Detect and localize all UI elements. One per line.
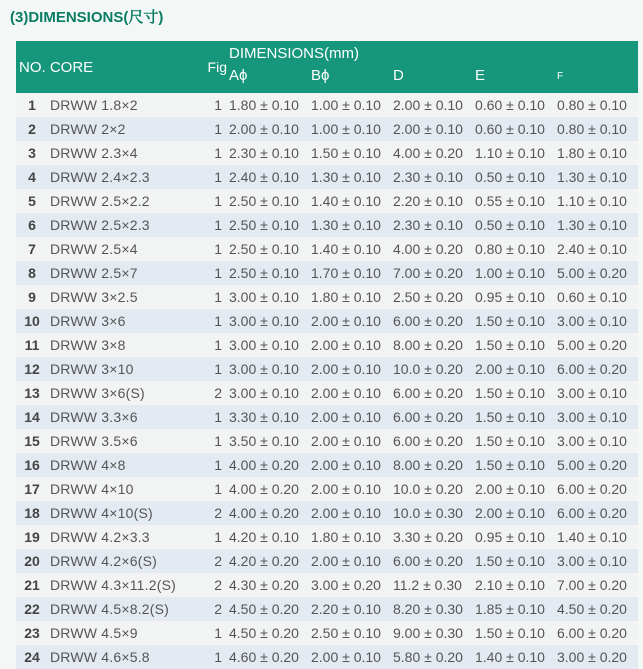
fig-number: 1 (200, 645, 229, 669)
core-name: DRWW 3.5×6 (48, 429, 200, 453)
dim-e: 1.50 ± 0.10 (475, 405, 557, 429)
dim-e: 1.85 ± 0.10 (475, 597, 557, 621)
dim-f: 3.00 ± 0.10 (557, 549, 638, 573)
dim-b: 2.00 ± 0.10 (311, 549, 393, 573)
core-name: DRWW 4×10 (48, 477, 200, 501)
dim-a: 4.00 ± 0.20 (229, 477, 311, 501)
dim-b: 2.00 ± 0.10 (311, 405, 393, 429)
fig-number: 1 (200, 405, 229, 429)
dim-f: 0.60 ± 0.10 (557, 285, 638, 309)
row-number: 19 (16, 525, 48, 549)
table-row (16, 597, 638, 621)
dim-b: 2.00 ± 0.10 (311, 381, 393, 405)
dim-a: 3.00 ± 0.10 (229, 381, 311, 405)
dim-b: 2.00 ± 0.10 (311, 501, 393, 525)
fig-number: 1 (200, 621, 229, 645)
dim-a: 4.30 ± 0.20 (229, 573, 311, 597)
section-title: (3)DIMENSIONS(尺寸) (10, 9, 164, 26)
core-name: DRWW 4×10(S) (48, 501, 200, 525)
dim-a: 4.20 ± 0.10 (229, 525, 311, 549)
core-name: DRWW 2.3×4 (48, 141, 200, 165)
dim-b: 2.00 ± 0.10 (311, 645, 393, 669)
row-number: 16 (16, 453, 48, 477)
dim-d: 6.00 ± 0.20 (393, 309, 475, 333)
row-number: 12 (16, 357, 48, 381)
dim-b: 2.00 ± 0.10 (311, 333, 393, 357)
core-name: DRWW 4.2×3.3 (48, 525, 200, 549)
dim-d: 2.30 ± 0.10 (393, 165, 475, 189)
fig-number: 1 (200, 333, 229, 357)
header-no-core: NO. CORE (16, 41, 200, 93)
row-number: 9 (16, 285, 48, 309)
dim-a: 3.50 ± 0.10 (229, 429, 311, 453)
core-name: DRWW 4.5×9 (48, 621, 200, 645)
row-number: 2 (16, 117, 48, 141)
dim-f: 1.10 ± 0.10 (557, 189, 638, 213)
fig-number: 1 (200, 237, 229, 261)
dim-f: 6.00 ± 0.20 (557, 501, 638, 525)
row-number: 6 (16, 213, 48, 237)
dim-f: 3.00 ± 0.10 (557, 429, 638, 453)
header-dimensions-label: DIMENSIONS(mm) (229, 45, 359, 62)
dim-b: 2.20 ± 0.10 (311, 597, 393, 621)
fig-number: 1 (200, 189, 229, 213)
dim-e: 1.50 ± 0.10 (475, 453, 557, 477)
core-name: DRWW 3×10 (48, 357, 200, 381)
dim-f: 5.00 ± 0.20 (557, 261, 638, 285)
fig-number: 1 (200, 285, 229, 309)
core-name: DRWW 3×6(S) (48, 381, 200, 405)
table-row (16, 573, 638, 597)
core-name: DRWW 3×8 (48, 333, 200, 357)
dim-a: 3.30 ± 0.10 (229, 405, 311, 429)
header-d: D (393, 67, 404, 84)
dim-e: 1.50 ± 0.10 (475, 309, 557, 333)
dim-d: 4.00 ± 0.20 (393, 141, 475, 165)
row-number: 20 (16, 549, 48, 573)
dim-e: 1.50 ± 0.10 (475, 333, 557, 357)
table-row (16, 333, 638, 357)
header-fig: Fig (200, 41, 229, 93)
table-row (16, 165, 638, 189)
dim-a: 3.00 ± 0.10 (229, 333, 311, 357)
row-number: 1 (16, 93, 48, 117)
dim-d: 6.00 ± 0.20 (393, 381, 475, 405)
dim-d: 3.30 ± 0.20 (393, 525, 475, 549)
row-number: 10 (16, 309, 48, 333)
dim-d: 2.00 ± 0.10 (393, 93, 475, 117)
dim-e: 1.50 ± 0.10 (475, 549, 557, 573)
fig-number: 2 (200, 501, 229, 525)
fig-number: 1 (200, 357, 229, 381)
table-row (16, 453, 638, 477)
table-row (16, 261, 638, 285)
dim-f: 4.50 ± 0.20 (557, 597, 638, 621)
dim-d: 6.00 ± 0.20 (393, 429, 475, 453)
dim-e: 2.00 ± 0.10 (475, 357, 557, 381)
fig-number: 2 (200, 381, 229, 405)
dim-d: 5.80 ± 0.20 (393, 645, 475, 669)
dim-a: 3.00 ± 0.10 (229, 285, 311, 309)
core-name: DRWW 4.6×5.8 (48, 645, 200, 669)
dim-a: 4.00 ± 0.20 (229, 453, 311, 477)
dim-f: 5.00 ± 0.20 (557, 333, 638, 357)
dim-f: 5.00 ± 0.20 (557, 453, 638, 477)
table-row (16, 213, 638, 237)
dim-a: 1.80 ± 0.10 (229, 93, 311, 117)
dim-d: 2.00 ± 0.10 (393, 117, 475, 141)
table-row (16, 237, 638, 261)
dim-b: 1.40 ± 0.10 (311, 237, 393, 261)
table-row (16, 189, 638, 213)
dim-d: 10.0 ± 0.20 (393, 477, 475, 501)
row-number: 23 (16, 621, 48, 645)
core-name: DRWW 2×2 (48, 117, 200, 141)
dim-d: 11.2 ± 0.30 (393, 573, 475, 597)
core-name: DRWW 3.3×6 (48, 405, 200, 429)
dim-e: 0.60 ± 0.10 (475, 117, 557, 141)
dim-b: 1.50 ± 0.10 (311, 141, 393, 165)
dim-b: 1.30 ± 0.10 (311, 165, 393, 189)
dim-e: 1.10 ± 0.10 (475, 141, 557, 165)
dim-a: 2.50 ± 0.10 (229, 213, 311, 237)
header-f: F (557, 71, 564, 82)
dim-d: 2.50 ± 0.20 (393, 285, 475, 309)
dim-e: 0.95 ± 0.10 (475, 285, 557, 309)
core-name: DRWW 4.3×11.2(S) (48, 573, 200, 597)
dim-b: 1.80 ± 0.10 (311, 525, 393, 549)
table-header-row (16, 41, 638, 93)
dim-d: 7.00 ± 0.20 (393, 261, 475, 285)
core-name: DRWW 1.8×2 (48, 93, 200, 117)
fig-number: 1 (200, 309, 229, 333)
row-number: 24 (16, 645, 48, 669)
dim-b: 2.00 ± 0.10 (311, 357, 393, 381)
row-number: 5 (16, 189, 48, 213)
core-name: DRWW 2.5×2.3 (48, 213, 200, 237)
row-number: 4 (16, 165, 48, 189)
dim-b: 2.00 ± 0.10 (311, 309, 393, 333)
fig-number: 1 (200, 453, 229, 477)
dim-a: 2.50 ± 0.10 (229, 189, 311, 213)
table-row (16, 549, 638, 573)
table-row (16, 93, 638, 117)
dim-f: 2.40 ± 0.10 (557, 237, 638, 261)
dim-a: 4.50 ± 0.20 (229, 621, 311, 645)
dim-e: 1.50 ± 0.10 (475, 621, 557, 645)
dim-b: 1.70 ± 0.10 (311, 261, 393, 285)
dim-e: 0.50 ± 0.10 (475, 213, 557, 237)
dim-f: 3.00 ± 0.10 (557, 309, 638, 333)
table-row (16, 429, 638, 453)
fig-number: 1 (200, 117, 229, 141)
header-e: E (475, 67, 486, 84)
dim-f: 3.00 ± 0.10 (557, 405, 638, 429)
table-row (16, 645, 638, 669)
core-name: DRWW 2.5×2.2 (48, 189, 200, 213)
dim-f: 1.80 ± 0.10 (557, 141, 638, 165)
dim-e: 0.95 ± 0.10 (475, 525, 557, 549)
dim-e: 0.50 ± 0.10 (475, 165, 557, 189)
core-name: DRWW 3×6 (48, 309, 200, 333)
row-number: 8 (16, 261, 48, 285)
row-number: 13 (16, 381, 48, 405)
fig-number: 1 (200, 213, 229, 237)
header-a: Aϕ (229, 67, 248, 84)
dim-b: 1.00 ± 0.10 (311, 93, 393, 117)
dim-a: 4.00 ± 0.20 (229, 501, 311, 525)
dim-f: 7.00 ± 0.20 (557, 573, 638, 597)
dim-a: 2.00 ± 0.10 (229, 117, 311, 141)
core-name: DRWW 2.5×4 (48, 237, 200, 261)
dim-e: 2.10 ± 0.10 (475, 573, 557, 597)
header-b: Bϕ (311, 67, 330, 84)
dim-e: 1.40 ± 0.10 (475, 645, 557, 669)
table-row (16, 285, 638, 309)
dim-e: 0.80 ± 0.10 (475, 237, 557, 261)
dim-f: 3.00 ± 0.10 (557, 381, 638, 405)
dim-e: 2.00 ± 0.10 (475, 501, 557, 525)
core-name: DRWW 4.5×8.2(S) (48, 597, 200, 621)
dimensions-table (16, 41, 638, 669)
table-row (16, 525, 638, 549)
row-number: 22 (16, 597, 48, 621)
core-name: DRWW 4.2×6(S) (48, 549, 200, 573)
dim-e: 2.00 ± 0.10 (475, 477, 557, 501)
row-number: 11 (16, 333, 48, 357)
table-row (16, 357, 638, 381)
fig-number: 1 (200, 525, 229, 549)
dim-f: 6.00 ± 0.20 (557, 357, 638, 381)
dim-b: 1.40 ± 0.10 (311, 189, 393, 213)
fig-number: 1 (200, 165, 229, 189)
fig-number: 2 (200, 573, 229, 597)
dim-e: 0.60 ± 0.10 (475, 93, 557, 117)
dim-f: 3.00 ± 0.20 (557, 645, 638, 669)
table-row (16, 405, 638, 429)
row-number: 18 (16, 501, 48, 525)
dim-a: 2.50 ± 0.10 (229, 261, 311, 285)
dim-d: 10.0 ± 0.20 (393, 357, 475, 381)
dim-f: 0.80 ± 0.10 (557, 117, 638, 141)
dim-d: 2.30 ± 0.10 (393, 213, 475, 237)
dim-b: 2.00 ± 0.10 (311, 453, 393, 477)
dim-a: 4.50 ± 0.20 (229, 597, 311, 621)
table-row (16, 309, 638, 333)
dim-b: 2.50 ± 0.10 (311, 621, 393, 645)
core-name: DRWW 2.5×7 (48, 261, 200, 285)
dim-a: 3.00 ± 0.10 (229, 309, 311, 333)
fig-number: 2 (200, 597, 229, 621)
header-dimensions (229, 41, 638, 93)
dim-d: 8.20 ± 0.30 (393, 597, 475, 621)
dim-a: 4.20 ± 0.20 (229, 549, 311, 573)
fig-number: 1 (200, 141, 229, 165)
dim-e: 1.00 ± 0.10 (475, 261, 557, 285)
row-number: 17 (16, 477, 48, 501)
dim-b: 1.80 ± 0.10 (311, 285, 393, 309)
fig-number: 1 (200, 429, 229, 453)
dim-f: 0.80 ± 0.10 (557, 93, 638, 117)
fig-number: 1 (200, 261, 229, 285)
dim-a: 2.50 ± 0.10 (229, 237, 311, 261)
fig-number: 1 (200, 93, 229, 117)
dim-f: 6.00 ± 0.20 (557, 621, 638, 645)
dim-d: 6.00 ± 0.20 (393, 549, 475, 573)
dim-a: 2.30 ± 0.10 (229, 141, 311, 165)
dim-d: 8.00 ± 0.20 (393, 453, 475, 477)
table-row (16, 141, 638, 165)
dim-f: 1.30 ± 0.10 (557, 165, 638, 189)
core-name: DRWW 3×2.5 (48, 285, 200, 309)
row-number: 7 (16, 237, 48, 261)
row-number: 3 (16, 141, 48, 165)
dim-a: 4.60 ± 0.20 (229, 645, 311, 669)
row-number: 15 (16, 429, 48, 453)
dim-b: 2.00 ± 0.10 (311, 477, 393, 501)
dim-e: 1.50 ± 0.10 (475, 381, 557, 405)
table-row (16, 117, 638, 141)
fig-number: 1 (200, 477, 229, 501)
dim-d: 2.20 ± 0.10 (393, 189, 475, 213)
dim-e: 0.55 ± 0.10 (475, 189, 557, 213)
dim-f: 6.00 ± 0.20 (557, 477, 638, 501)
core-name: DRWW 2.4×2.3 (48, 165, 200, 189)
table-row (16, 501, 638, 525)
row-number: 14 (16, 405, 48, 429)
dim-b: 2.00 ± 0.10 (311, 429, 393, 453)
table-row (16, 477, 638, 501)
dim-f: 1.40 ± 0.10 (557, 525, 638, 549)
fig-number: 2 (200, 549, 229, 573)
dim-d: 10.0 ± 0.30 (393, 501, 475, 525)
table-body (16, 93, 638, 669)
dim-d: 6.00 ± 0.20 (393, 405, 475, 429)
table-row (16, 381, 638, 405)
core-name: DRWW 4×8 (48, 453, 200, 477)
dim-a: 3.00 ± 0.10 (229, 357, 311, 381)
dim-d: 9.00 ± 0.30 (393, 621, 475, 645)
dim-a: 2.40 ± 0.10 (229, 165, 311, 189)
dim-f: 1.30 ± 0.10 (557, 213, 638, 237)
table-row (16, 621, 638, 645)
dim-d: 4.00 ± 0.20 (393, 237, 475, 261)
dim-b: 1.30 ± 0.10 (311, 213, 393, 237)
dim-d: 8.00 ± 0.20 (393, 333, 475, 357)
dim-e: 1.50 ± 0.10 (475, 429, 557, 453)
dim-b: 1.00 ± 0.10 (311, 117, 393, 141)
dim-b: 3.00 ± 0.20 (311, 573, 393, 597)
row-number: 21 (16, 573, 48, 597)
